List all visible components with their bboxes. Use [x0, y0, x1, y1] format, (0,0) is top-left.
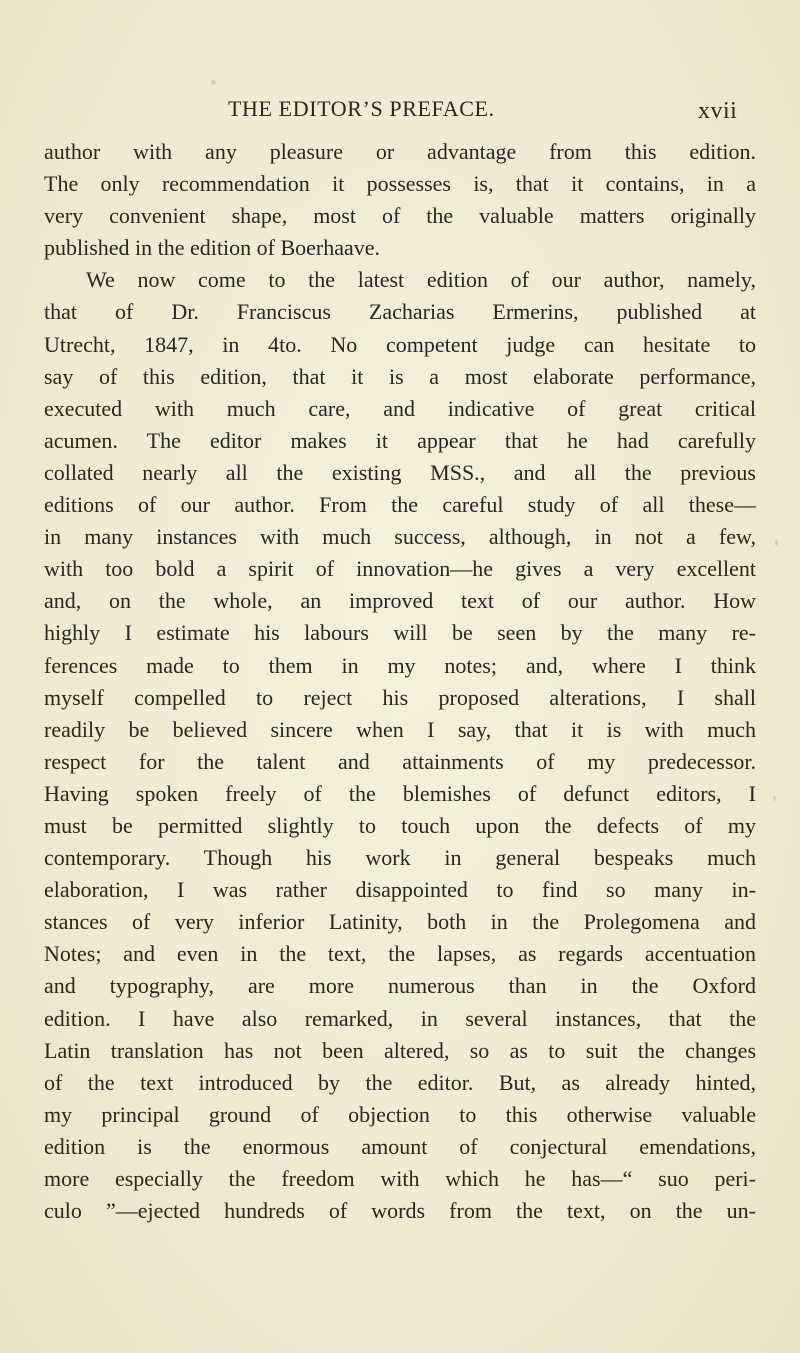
text-line: Latin translation has not been altered, so as to suit the changes [44, 1037, 756, 1063]
text-line: published in the edition of Boerhaave. [44, 235, 381, 261]
text-line: Having spoken freely of the blemishes of defunct editors, I [44, 780, 756, 806]
text-line: that of Dr. Franciscus Zacharias Ermerins, published at [44, 299, 756, 325]
text-line: editions of our author. From the careful study of all these— [44, 492, 756, 518]
text-line: my principal ground of objection to this otherwise valuable [44, 1101, 756, 1127]
text-line: of the text introduced by the editor. But, as already hinted, [44, 1069, 756, 1095]
text-line: in many instances with much success, although, in not a few, [44, 524, 756, 550]
text-line: The only recommendation it possesses is, that it contains, in a [44, 171, 756, 197]
paper-fleck [773, 796, 776, 801]
text-line: elaboration, I was rather disappointed to find so many in- [44, 877, 756, 903]
text-line: must be permitted slightly to touch upon the defects of my [44, 812, 756, 838]
text-line: say of this edition, that it is a most elaborate performance, [44, 363, 756, 389]
text-line: very convenient shape, most of the valuable matters originally [44, 203, 756, 229]
text-line: myself compelled to reject his proposed alterations, I shall [44, 684, 756, 710]
text-line: with too bold a spirit of innovation—he gives a very excellent [44, 556, 756, 582]
text-line: author with any pleasure or advantage from this edition. [44, 139, 756, 164]
paper-fleck [775, 540, 778, 546]
text-line: respect for the talent and attainments of my predecessor. [44, 748, 756, 774]
text-line: executed with much care, and indicative of great critical [44, 395, 756, 421]
body-text [44, 136, 756, 1227]
text-line: culo ”—ejected hundreds of words from the text, on the un- [44, 1198, 756, 1224]
text-line: Utrecht, 1847, in 4to. No competent judge can hesitate to [44, 331, 756, 357]
text-line: and typography, are more numerous than in the Oxford [44, 973, 756, 999]
text-line: more especially the freedom with which he has—“ suo peri- [44, 1166, 756, 1191]
running-head-title: THE EDITOR’S PREFACE. [228, 96, 495, 121]
text-line: highly I estimate his labours will be seen by the many re- [44, 620, 756, 646]
paper-fleck [211, 80, 216, 85]
running-head [0, 96, 800, 132]
text-line: edition. I have also remarked, in several instances, that the [44, 1005, 756, 1031]
text-line: and, on the whole, an improved text of our author. How [44, 588, 756, 614]
text-line: Notes; and even in the text, the lapses, as regards accentuation [44, 941, 756, 967]
text-line: contemporary. Though his work in general bespeaks much [44, 845, 756, 871]
text-line: stances of very inferior Latinity, both in the Prolegomena and [44, 909, 756, 935]
text-line: edition is the enormous amount of conjectural emendations, [44, 1133, 756, 1159]
text-line: ferences made to them in my notes; and, where I think [44, 652, 756, 678]
paragraph-first-line: We now come to the latest edition of our author, namely, [86, 267, 756, 293]
page-number: xvii [698, 98, 738, 124]
text-line: acumen. The editor makes it appear that he had carefully [44, 427, 756, 453]
text-line: readily be believed sincere when I say, that it is with much [44, 716, 756, 742]
text-line: collated nearly all the existing MSS., and all the previous [44, 459, 756, 485]
